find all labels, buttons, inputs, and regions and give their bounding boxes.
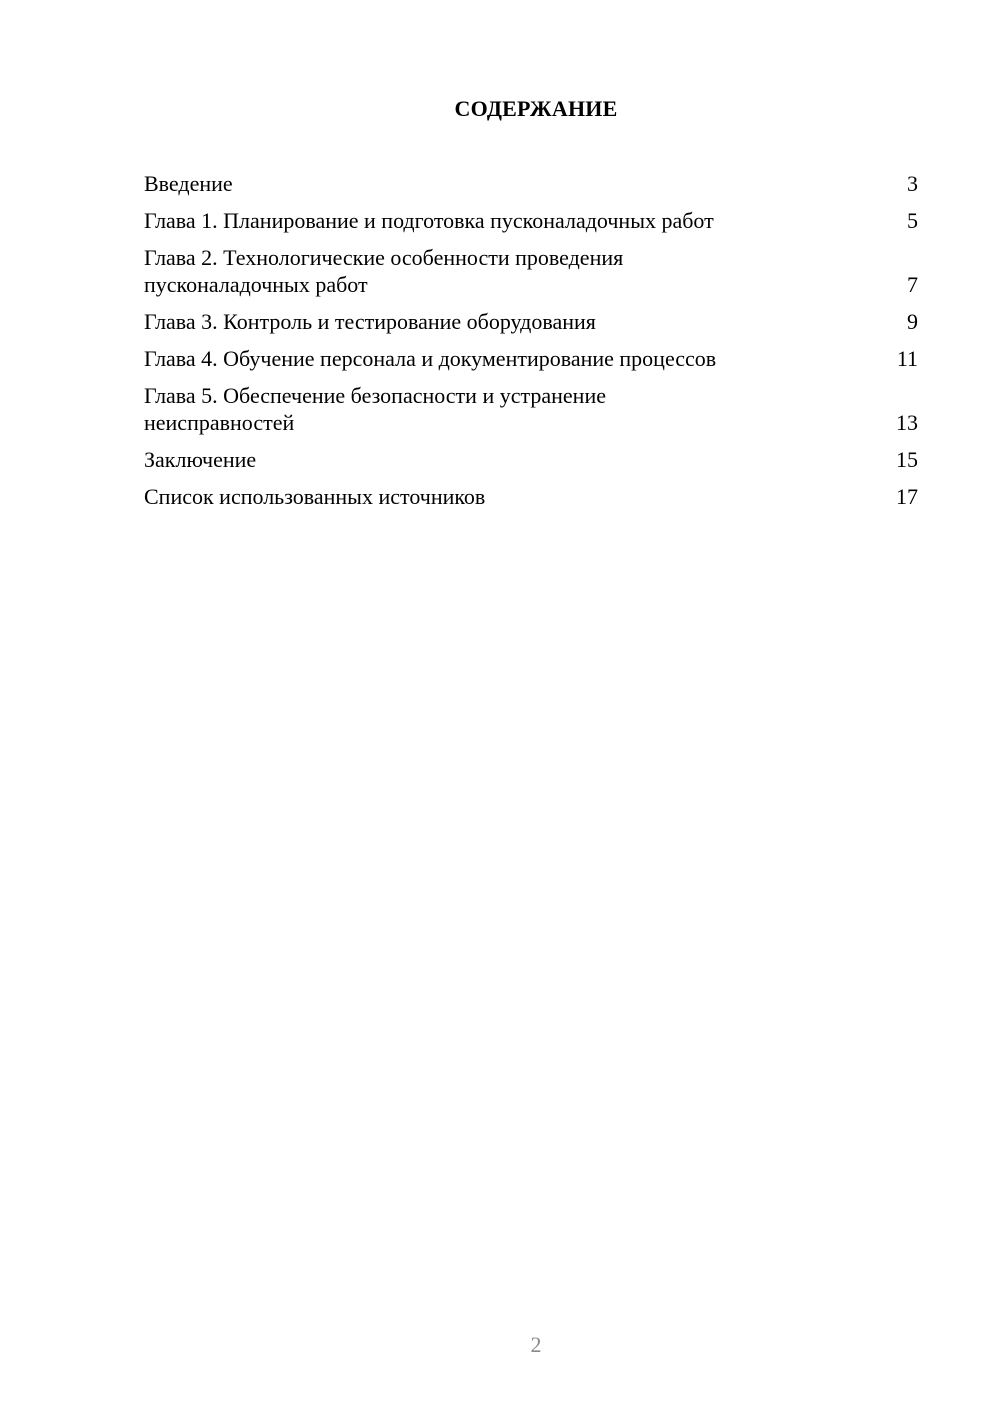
toc-entry-title: Глава 5. Обеспечение безопасности и устранение неисправностей: [144, 383, 606, 435]
toc-entry-chapter-1: [144, 207, 918, 234]
toc-entry-title: Введение: [144, 171, 233, 196]
toc-entry-chapter-3: [144, 308, 918, 335]
toc-entry-chapter-5: [144, 382, 918, 436]
toc-entry-title: Заключение: [144, 447, 257, 472]
toc-entry-page: 5: [907, 208, 918, 233]
toc-entry-page: 13: [896, 410, 918, 435]
toc-entry-title: Глава 1. Планирование и подготовка пусконаладочных работ: [144, 208, 714, 233]
toc-entry-title: Глава 3. Контроль и тестирование оборудования: [144, 309, 596, 334]
toc-entry-page: 17: [896, 484, 918, 509]
toc-entry-references: [144, 483, 918, 510]
toc-entry-page: 9: [907, 309, 918, 334]
toc-entry-title: Глава 4. Обучение персонала и документирование процессов: [144, 346, 717, 371]
toc-entry-title: Глава 2. Технологические особенности проведения пусконаладочных работ: [144, 245, 624, 297]
toc-entry-page: 7: [907, 272, 918, 297]
page-number: 2: [530, 1332, 542, 1357]
toc-entry-chapter-4: [144, 345, 918, 372]
toc-entry-introduction: [144, 170, 918, 197]
toc-entry-conclusion: [144, 446, 918, 473]
table-of-contents: [144, 170, 918, 520]
toc-entry-chapter-2: [144, 244, 918, 298]
toc-entry-page: 3: [907, 171, 918, 196]
toc-entry-page: 15: [896, 447, 918, 472]
toc-entry-page: 11: [896, 346, 918, 371]
page-title: СОДЕРЖАНИЕ: [454, 96, 618, 121]
toc-entry-title: Список использованных источников: [144, 484, 486, 509]
